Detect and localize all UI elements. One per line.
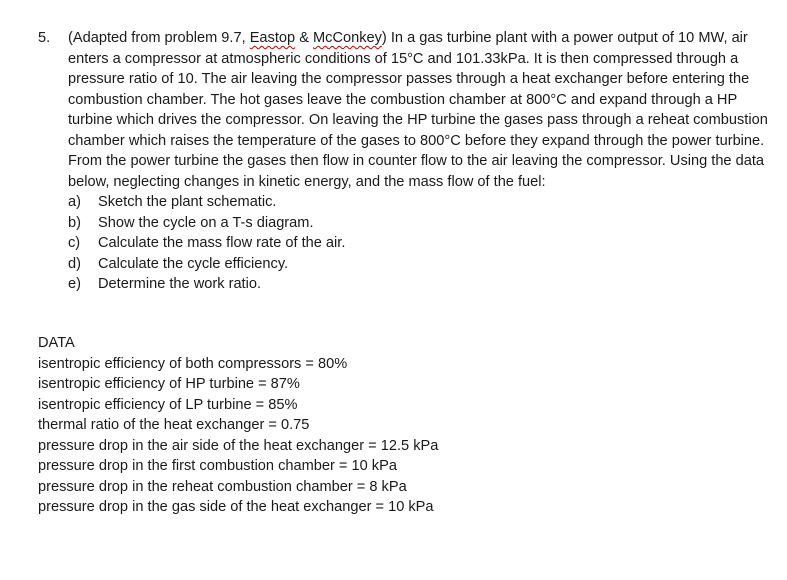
question-part-a <box>68 192 768 213</box>
question-part-b <box>68 213 768 234</box>
part-text: Calculate the mass flow rate of the air. <box>98 235 346 251</box>
citation-suffix: ) <box>381 30 387 46</box>
citation-ampersand: & <box>295 30 313 46</box>
data-item: isentropic efficiency of HP turbine = 87% <box>38 376 300 392</box>
part-letter: a) <box>68 194 81 210</box>
data-item: isentropic efficiency of LP turbine = 85% <box>38 396 298 413</box>
data-item: pressure drop in the air side of the heat exchanger = 12.5 kPa <box>38 437 439 454</box>
question-part-d <box>68 254 768 275</box>
data-item: isentropic efficiency of both compressors = 80% <box>38 355 348 372</box>
citation-prefix: (Adapted from problem 9.7, <box>68 30 250 46</box>
data-item: thermal ratio of the heat exchanger = 0.75 <box>38 417 310 433</box>
question-part-c <box>68 233 768 254</box>
part-text: Calculate the cycle efficiency. <box>98 255 289 272</box>
data-section <box>38 333 438 518</box>
problem-5 <box>38 28 768 295</box>
part-letter: d) <box>68 255 81 272</box>
author-eastop: Eastop <box>249 30 296 46</box>
data-list <box>38 354 438 518</box>
author-mcconkey: McConkey <box>312 30 382 46</box>
data-heading: DATA <box>38 335 75 351</box>
question-parts <box>68 192 768 295</box>
problem-body <box>68 28 768 295</box>
question-part-e <box>68 274 768 295</box>
statement-text: In a gas turbine plant with a power output of 10 MW, air enters a compressor at atmospheric conditions of 15°C and 101.33kPa. It is then compressed through a pressure ratio of 10. The air leaving the compressor passes through a heat exchanger before entering the combustion chamber. The hot gases leave the combustion chamber at 800°C and expand through a HP turbine which drives the compressor. On leaving the HP turbine the gases pass through a reheat combustion chamber which raises the temperature of the gases to 800°C before they expand through the power turbine. From the power turbine the gases then flow in counter flow to the air leaving the compressor. Using the data below, neglecting changes in kinetic energy, and the mass flow of the fuel: <box>68 30 768 190</box>
part-text: Sketch the plant schematic. <box>98 194 277 210</box>
part-letter: c) <box>68 235 81 251</box>
part-letter: e) <box>68 276 81 292</box>
data-item: pressure drop in the first combustion chamber = 10 kPa <box>38 458 397 474</box>
problem-statement <box>68 28 768 192</box>
part-text: Show the cycle on a T-s diagram. <box>98 214 314 231</box>
problem-number: 5. <box>38 30 51 46</box>
part-text: Determine the work ratio. <box>98 276 262 292</box>
data-item: pressure drop in the reheat combustion chamber = 8 kPa <box>38 478 407 495</box>
data-item: pressure drop in the gas side of the heat exchanger = 10 kPa <box>38 499 434 515</box>
part-letter: b) <box>68 214 81 231</box>
